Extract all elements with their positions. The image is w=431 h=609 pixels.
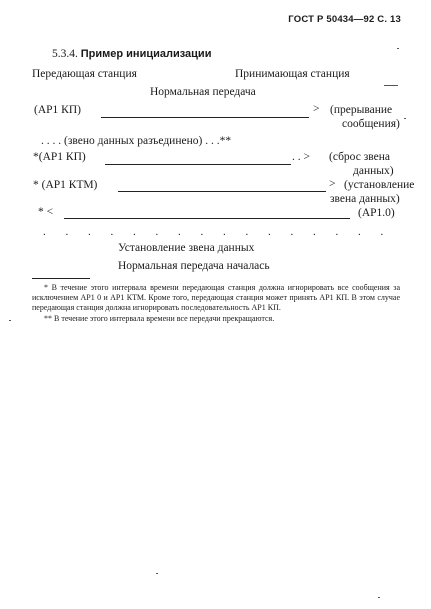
row1-right-label-1: (прерывание [330,104,393,116]
scan-speck [9,320,11,321]
footnote-2: ** В течение этого интервала времени все передачи прекращаются. [44,313,275,323]
row4-right-label-2: звена данных) [330,193,400,205]
footnote-1: * В течение этого интервала времени передающая станция должна игнорировать все сообщения за исключением АР1 0 и АР1 КТМ. Кроме того, передающая станция может принять АР1 КП. В этом случае передающая станция должна игнорировать последовательность АР1 КП. [32,283,400,313]
column-receiver: Принимающая станция [235,68,350,80]
row3-right-label-1: (сброс звена [329,151,390,163]
row4-line [118,191,326,192]
scan-speck [384,85,398,86]
column-sender: Передающая станция [32,68,137,80]
row3-arrow: . . > [292,151,310,163]
row3-left-label: *(АР1 КП) [33,151,86,163]
scan-speck [156,573,158,574]
row4-arrow: > [329,178,336,190]
row4-left-label: * (АР1 КТМ) [33,179,98,191]
dotted-separator: . . . . . . . . . . . . . . . . [43,226,392,238]
row3-line [105,164,291,165]
subhead-normal-started: Нормальная передача началась [118,260,270,272]
section-heading [52,48,211,60]
scan-speck [404,118,406,119]
row1-arrow: > [313,103,320,115]
row1-right-label-2: сообщения) [342,118,400,130]
row5-line [64,218,350,219]
page-header: ГОСТ Р 50434—92 С. 13 [288,14,401,25]
row5-left-label: * < [38,206,54,218]
subhead-normal-transmission: Нормальная передача [150,86,256,98]
section-number: 5.3.4. [52,48,78,60]
row3-right-label-2: данных) [353,165,394,177]
section-title: Пример инициализации [80,48,212,60]
row1-left-label: (АР1 КП) [34,104,81,116]
footnote-rule [32,278,90,279]
footnotes [32,283,400,324]
row1-line [101,117,309,118]
row4-right-label-1: (установление [344,179,415,191]
scan-speck [397,48,399,49]
row5-right-label: (АР1.0) [358,207,395,219]
subhead-link-setup: Установление звена данных [118,242,255,254]
scan-speck [378,597,380,598]
row2-link-disconnected: . . . . (звено данных разъединено) . . .** [41,135,232,147]
